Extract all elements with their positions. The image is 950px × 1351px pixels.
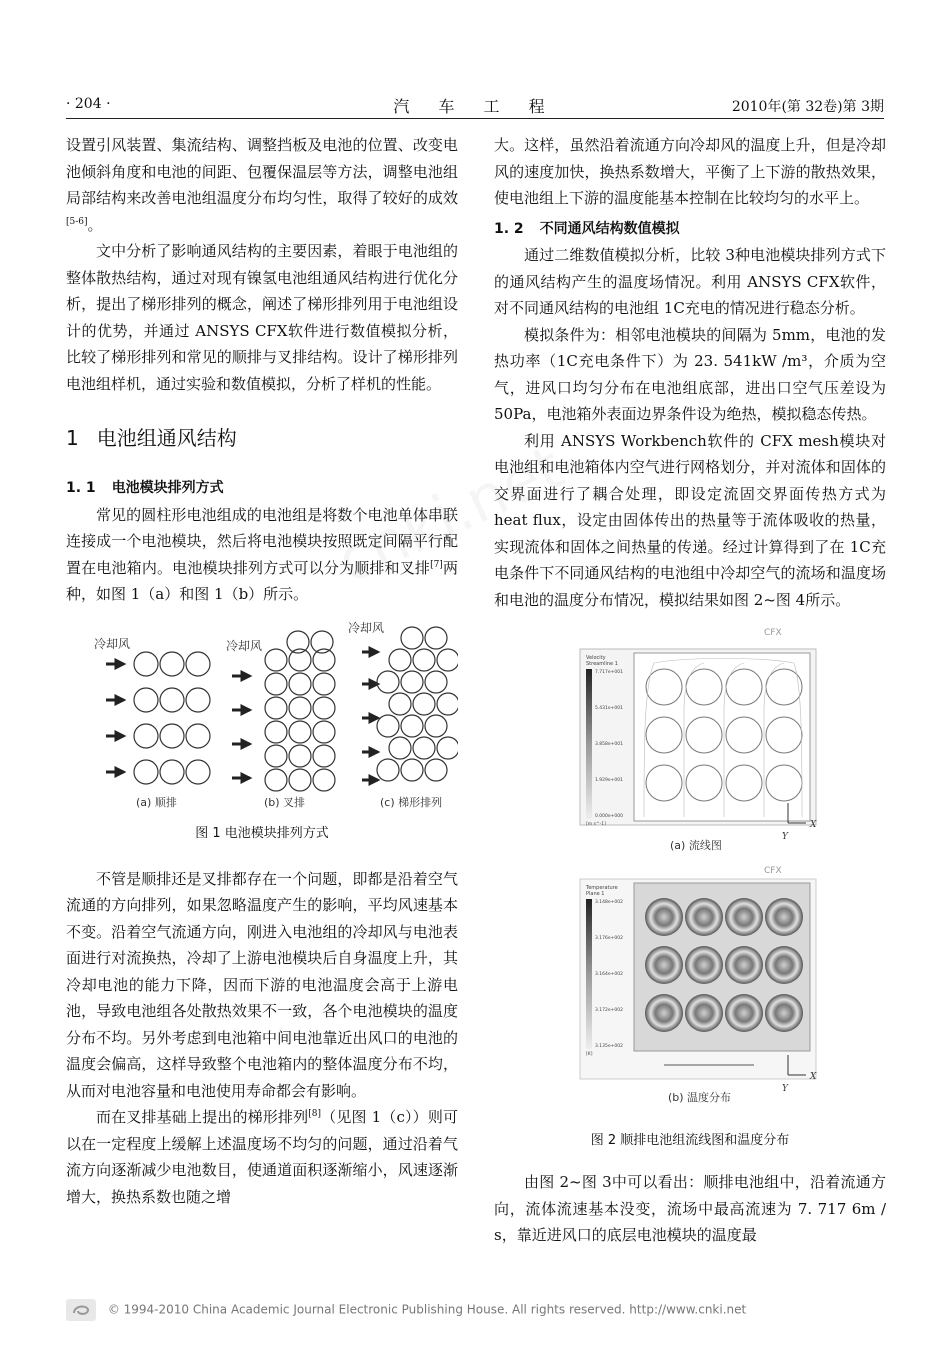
- legend-title: Velocity: [586, 655, 606, 661]
- subsection-heading: 1. 2 不同通风结构数值模拟: [494, 220, 680, 237]
- paragraph: 设置引风装置、集流结构、调整挡板及电池的位置、改变电池倾斜角度和电池的间距、包覆保温层等方法，调整电池组局部结构来改善电池组温度分布均匀性，取得了较好的成效[5-6]。: [66, 136, 458, 234]
- inline-arrangement: [94, 636, 210, 809]
- paragraph: 常见的圆柱形电池组成的电池组是将数个电池单体串联连接成一个电池模块，然后将电池模块按照既定间隔平行配置在电池箱内。电池模块排列方式可以分为顺排和叉排[7]两种，如图 1（a）和图 1（b）所示。: [66, 505, 458, 603]
- paragraph: 通过二维数值模拟分析，比较 3种电池模块排列方式下的通风结构产生的温度场情况。利用 ANSYS CFX软件，对不同通风结构的电池组 1C充电的情况进行稳态分析。: [494, 246, 886, 317]
- cooling-air-label: 冷却风: [94, 636, 131, 651]
- page-header: [66, 92, 884, 119]
- axis-y-label: Y: [782, 832, 788, 842]
- legend-unit: [m s^-1]: [586, 822, 606, 827]
- legend-subtitle: Plane 1: [586, 891, 605, 897]
- cooling-air-label: 冷却风: [226, 638, 263, 653]
- axis-x-label: X: [810, 1072, 817, 1082]
- subfigure-label: (c) 梯形排列: [380, 795, 443, 809]
- paragraph: 不管是顺排还是叉排都存在一个问题，即都是沿着空气流通的方向排列，如果忽略温度产生的影响，平均风速基本不变。沿着空气流通方向，刚进入电池组的冷却风与电池表面进行对流换热，冷却了上游电池模块后自身温度上升，其冷却电池的能力下降，因而下游的电池温度会高于上游电池，导致电池组各处散热效果不一致，各个电池模块的温度分布不均。另外考虑到电池箱中间电池靠近出风口的电池的温度会偏高，这样导致整个电池箱内的整体温度分布不均，从而对电池容量和电池使用寿命都会有影响。: [66, 869, 458, 1100]
- legend-value: 5.431e+001: [595, 706, 624, 711]
- paragraph: 由图 2~图 3中可以看出：顺排电池组中，沿着流通方向，流体流速基本没变，流场中最高流速为 7. 717 6m / s，靠近进风口的底层电池模块的温度最: [494, 1173, 886, 1244]
- figure-1-caption: 图 1 电池模块排列方式: [195, 825, 329, 841]
- citation[interactable]: [7]: [430, 559, 443, 570]
- streamline-panel: [580, 628, 817, 852]
- journal-title: 汽 车 工 程: [393, 97, 557, 116]
- legend-value: 0.000e+000: [595, 814, 624, 819]
- figure-2: [494, 627, 886, 1127]
- temperature-panel: [580, 866, 817, 1104]
- paragraph: 而在叉排基础上提出的梯形排列[8]（见图 1（c））则可以在一定程度上缓解上述温度场不均匀的问题，通过沿着气流方向逐渐减少电池数目，使通道面积逐渐缩小，风速逐渐增大，换热系数也随之增: [66, 1108, 458, 1206]
- legend-value: 3.172e+002: [595, 1008, 624, 1013]
- cnki-logo-icon: [66, 1299, 96, 1321]
- citation[interactable]: [5-6]: [66, 216, 88, 227]
- left-column: [66, 132, 458, 1210]
- legend-value: 3.148e+002: [595, 900, 624, 905]
- legend-value: 3.858e+001: [595, 742, 624, 747]
- cooling-air-label: 冷却风: [348, 620, 385, 635]
- subfigure-label: (a) 流线图: [670, 839, 722, 852]
- trapezoidal-arrangement: [348, 620, 458, 809]
- staggered-arrangement: [226, 631, 335, 809]
- subfigure-label: (b) 叉排: [264, 795, 306, 809]
- paragraph: 文中分析了影响通风结构的主要因素，着眼于电池组的整体散热结构，通过对现有镍氢电池组通风结构进行优化分析，提出了梯形排列的概念，阐述了梯形排列用于电池组设计的优势，并通过 ANSYS CFX软件进行数值模拟分析，比较了梯形排列和常见的顺排与叉排结构。设计了梯形排列电池组样机，通过实验和数值模拟，分析了样机的性能。: [66, 242, 458, 393]
- axis-y-label: Y: [782, 1084, 788, 1094]
- legend-value: 3.135e+002: [595, 1044, 624, 1049]
- legend-subtitle: Streamline 1: [586, 661, 618, 667]
- legend-value: 1.929e+001: [595, 778, 624, 783]
- citation[interactable]: [8]: [308, 1109, 322, 1119]
- cfx-logo: CFX: [764, 866, 782, 876]
- legend-value: 3.176e+002: [595, 936, 624, 941]
- figure-1-diagram: [66, 620, 458, 820]
- section-heading: 1 电池组通风结构: [66, 426, 237, 450]
- subfigure-label: (b) 温度分布: [668, 1091, 732, 1104]
- legend-unit: [K]: [586, 1052, 593, 1057]
- figure-2-caption: 图 2 顺排电池组流线图和温度分布: [590, 1133, 790, 1148]
- right-column: [494, 132, 886, 1249]
- figure-1: [66, 620, 458, 820]
- axis-x-label: X: [810, 820, 817, 830]
- copyright-text: © 1994-2010 China Academic Journal Electronic Publishing House. All rights reserved. http://www.cnki.net: [107, 1302, 747, 1317]
- legend-title: Temperature: [586, 885, 618, 891]
- subsection-heading: 1. 1 电池模块排列方式: [66, 480, 224, 496]
- page-footer: [66, 1299, 746, 1321]
- figure-2-diagram: [494, 627, 886, 1127]
- subfigure-label: (a) 顺排: [136, 795, 177, 809]
- legend-value: 3.164e+002: [595, 972, 624, 977]
- paragraph: 模拟条件为：相邻电池模块的间隔为 5mm，电池的发热功率（1C充电条件下）为 23. 541kW /m³，介质为空气，进风口均匀分布在电池组底部，进出口空气压差设为 50Pa，电池箱外表面边界条件设为绝热，模拟稳态传热。: [494, 325, 886, 423]
- legend-value: 7.717e+001: [595, 670, 624, 675]
- cfx-logo: CFX: [764, 628, 782, 638]
- issue-info: 2010年(第 32卷)第 3期: [731, 99, 884, 115]
- page-number: · 204 ·: [66, 96, 111, 112]
- paragraph: 大。这样，虽然沿着流通方向冷却风的温度上升，但是冷却风的速度加快，换热系数增大，平衡了上下游的散热效果，使电池组上下游的温度能基本控制在比较均匀的水平上。: [494, 136, 886, 207]
- paragraph: 利用 ANSYS Workbench软件的 CFX mesh模块对电池组和电池箱体内空气进行网格划分，并对流体和固体的交界面进行了耦合处理，即设定流固交界面传热方式为 heat flux，设定由固体传出的热量等于流体吸收的热量，实现流体和固体之间热量的传递。经过计算得到了在 1C充电条件下不同通风结构的电池组中冷却空气的流场和温度场和电池的温度分布情况，模拟结果如图 2~图 4所示。: [494, 431, 886, 609]
